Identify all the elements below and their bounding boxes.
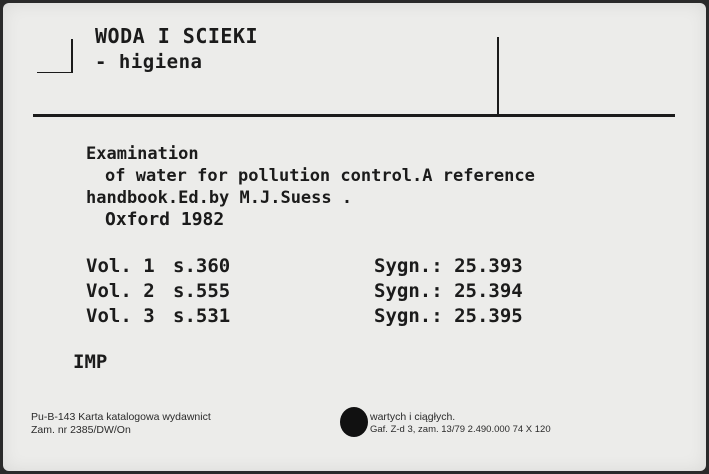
volume-label: Vol. 1 [86,255,155,277]
header-left-tick [71,39,73,73]
volume-pages: s.360 [173,255,231,277]
footer-imprint-left-1: Pu-B-143 Karta katalogowa wydawnict [31,411,211,423]
volume-signature: Sygn.: 25.395 [374,305,523,327]
title-line-2: of water for pollution control.A reference [105,166,535,186]
footer-imprint-left-2: Zam. nr 2385/DW/On [31,424,131,436]
volume-label: Vol. 2 [86,280,155,302]
header-rule [33,114,675,117]
volume-label: Vol. 3 [86,305,155,327]
title-line-1: Examination [86,144,199,164]
subject-subheading: - higiena [95,51,203,73]
title-line-4: Oxford 1982 [105,209,225,230]
header-right-divider [497,37,499,115]
source-code: IMP [73,351,108,373]
volume-signature: Sygn.: 25.394 [374,280,523,302]
header-left-underline [37,72,73,73]
volume-signature: Sygn.: 25.393 [374,255,523,277]
footer-imprint-right-2: Gaf. Z-d 3, zam. 13/79 2.490.000 74 X 120 [370,424,551,435]
volume-pages: s.531 [173,305,231,327]
catalog-card [3,3,706,471]
volume-pages: s.555 [173,280,231,302]
subject-heading: WODA I SCIEKI [95,24,259,48]
title-line-3: handbook.Ed.by M.J.Suess . [86,188,353,208]
footer-imprint-right-1: wartych i ciągłych. [370,411,456,423]
punch-hole [340,407,368,437]
